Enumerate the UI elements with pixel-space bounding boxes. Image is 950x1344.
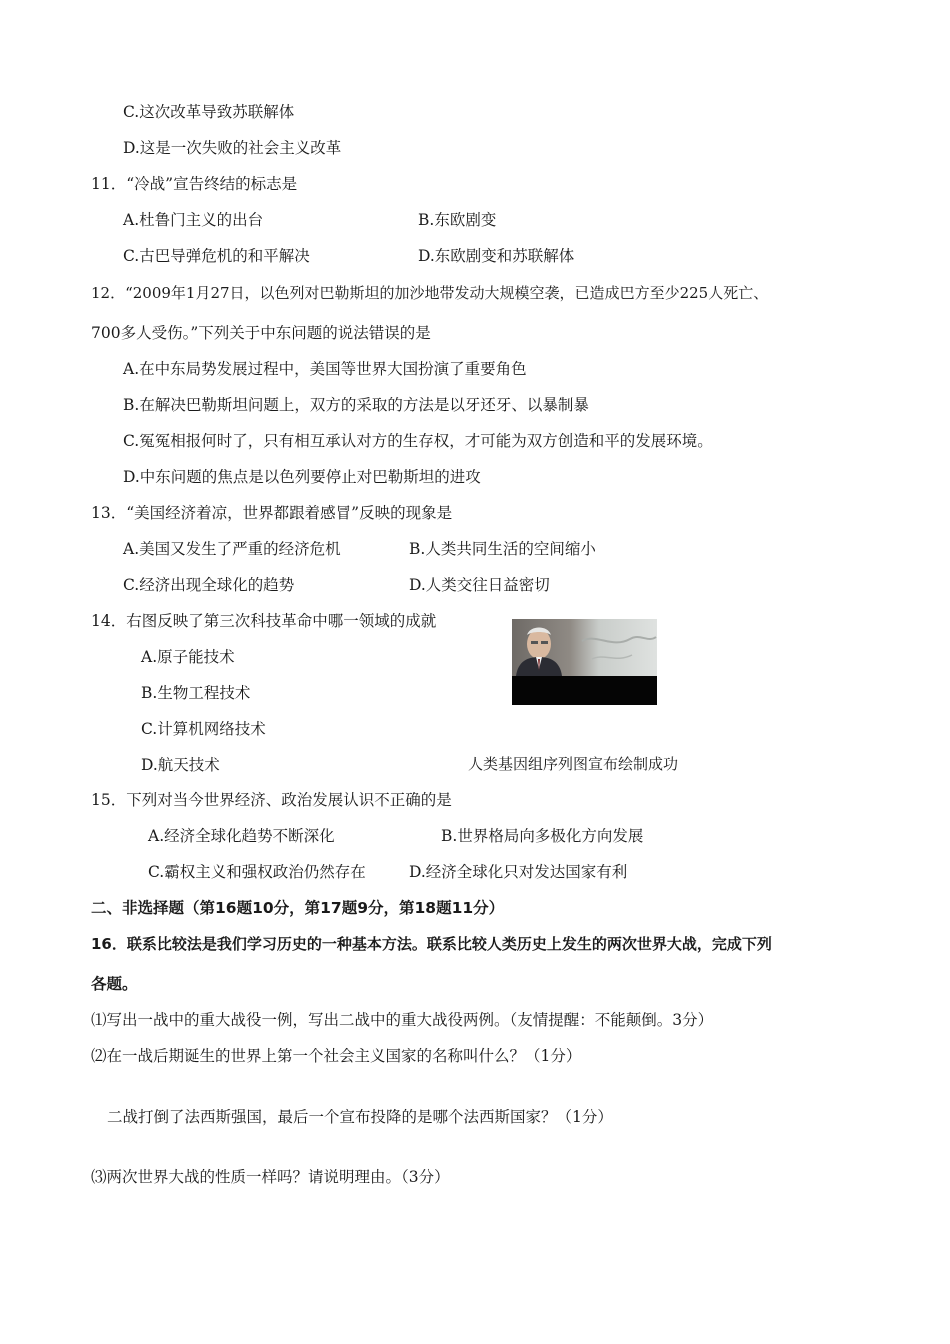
question-16-part2a: ⑵在一战后期诞生的世界上第一个社会主义国家的名称叫什么？（1分） bbox=[91, 1047, 582, 1065]
option-15-a: A.经济全球化趋势不断深化 bbox=[148, 827, 335, 845]
question-14-stem: 14．右图反映了第三次科技革命中哪一领域的成就 bbox=[91, 612, 437, 630]
genome-announcement-photo bbox=[512, 619, 657, 705]
question-16-part3: ⑶两次世界大战的性质一样吗？请说明理由。（3分） bbox=[91, 1168, 450, 1186]
option-12-d: D.中东问题的焦点是以色列要停止对巴勒斯坦的进攻 bbox=[123, 468, 481, 486]
question-12-stem-line2: 700多人受伤。”下列关于中东问题的说法错误的是 bbox=[91, 324, 431, 342]
question-16-part2b: 二战打倒了法西斯强国，最后一个宣布投降的是哪个法西斯国家？（1分） bbox=[107, 1108, 613, 1126]
question-11-stem: 11．“冷战”宣告终结的标志是 bbox=[91, 175, 298, 193]
question-12-stem-line1: 12．“2009年1月27日，以色列对巴勒斯坦的加沙地带发动大规模空袭，已造成巴方至少225人死亡、 bbox=[91, 284, 769, 302]
option-14-b: B.生物工程技术 bbox=[141, 684, 251, 702]
option-14-d: D.航天技术 bbox=[141, 756, 220, 774]
option-12-b: B.在解决巴勒斯坦问题上，双方的采取的方法是以牙还牙、以暴制暴 bbox=[123, 396, 589, 414]
option-12-c: C.冤冤相报何时了，只有相互承认对方的生存权，才可能为双方创造和平的发展环境。 bbox=[123, 432, 713, 450]
question-13-stem: 13．“美国经济着凉，世界都跟着感冒”反映的现象是 bbox=[91, 504, 453, 522]
option-11-d: D.东欧剧变和苏联解体 bbox=[418, 247, 575, 265]
option-11-c: C.古巴导弹危机的和平解决 bbox=[123, 247, 310, 265]
option-15-d: D.经济全球化只对发达国家有利 bbox=[409, 863, 628, 881]
option-10-c: C.这次改革导致苏联解体 bbox=[123, 103, 295, 121]
question-16-stem-line2: 各题。 bbox=[91, 975, 138, 993]
option-14-a: A.原子能技术 bbox=[141, 648, 235, 666]
option-13-d: D.人类交往日益密切 bbox=[409, 576, 550, 594]
section-2-heading: 二、非选择题（第16题10分，第17题9分，第18题11分） bbox=[91, 899, 505, 917]
question-16-part1: ⑴写出一战中的重大战役一例，写出二战中的重大战役两例。（友情提醒：不能颠倒。3分） bbox=[91, 1011, 714, 1029]
option-13-c: C.经济出现全球化的趋势 bbox=[123, 576, 295, 594]
question-16-stem-line1: 16．联系比较法是我们学习历史的一种基本方法。联系比较人类历史上发生的两次世界大战，完成下列 bbox=[91, 935, 772, 953]
option-14-c: C.计算机网络技术 bbox=[141, 720, 266, 738]
option-10-d: D.这是一次失败的社会主义改革 bbox=[123, 139, 342, 157]
option-15-c: C.霸权主义和强权政治仍然存在 bbox=[148, 863, 366, 881]
option-15-b: B.世界格局向多极化方向发展 bbox=[441, 827, 644, 845]
option-12-a: A.在中东局势发展过程中，美国等世界大国扮演了重要角色 bbox=[123, 360, 527, 378]
question-15-stem: 15．下列对当今世界经济、政治发展认识不正确的是 bbox=[91, 791, 452, 809]
option-11-b: B.东欧剧变 bbox=[418, 211, 497, 229]
option-13-b: B.人类共同生活的空间缩小 bbox=[409, 540, 596, 558]
option-13-a: A.美国又发生了严重的经济危机 bbox=[123, 540, 341, 558]
photo-caption: 人类基因组序列图宣布绘制成功 bbox=[468, 755, 679, 773]
option-11-a: A.杜鲁门主义的出台 bbox=[123, 211, 264, 229]
